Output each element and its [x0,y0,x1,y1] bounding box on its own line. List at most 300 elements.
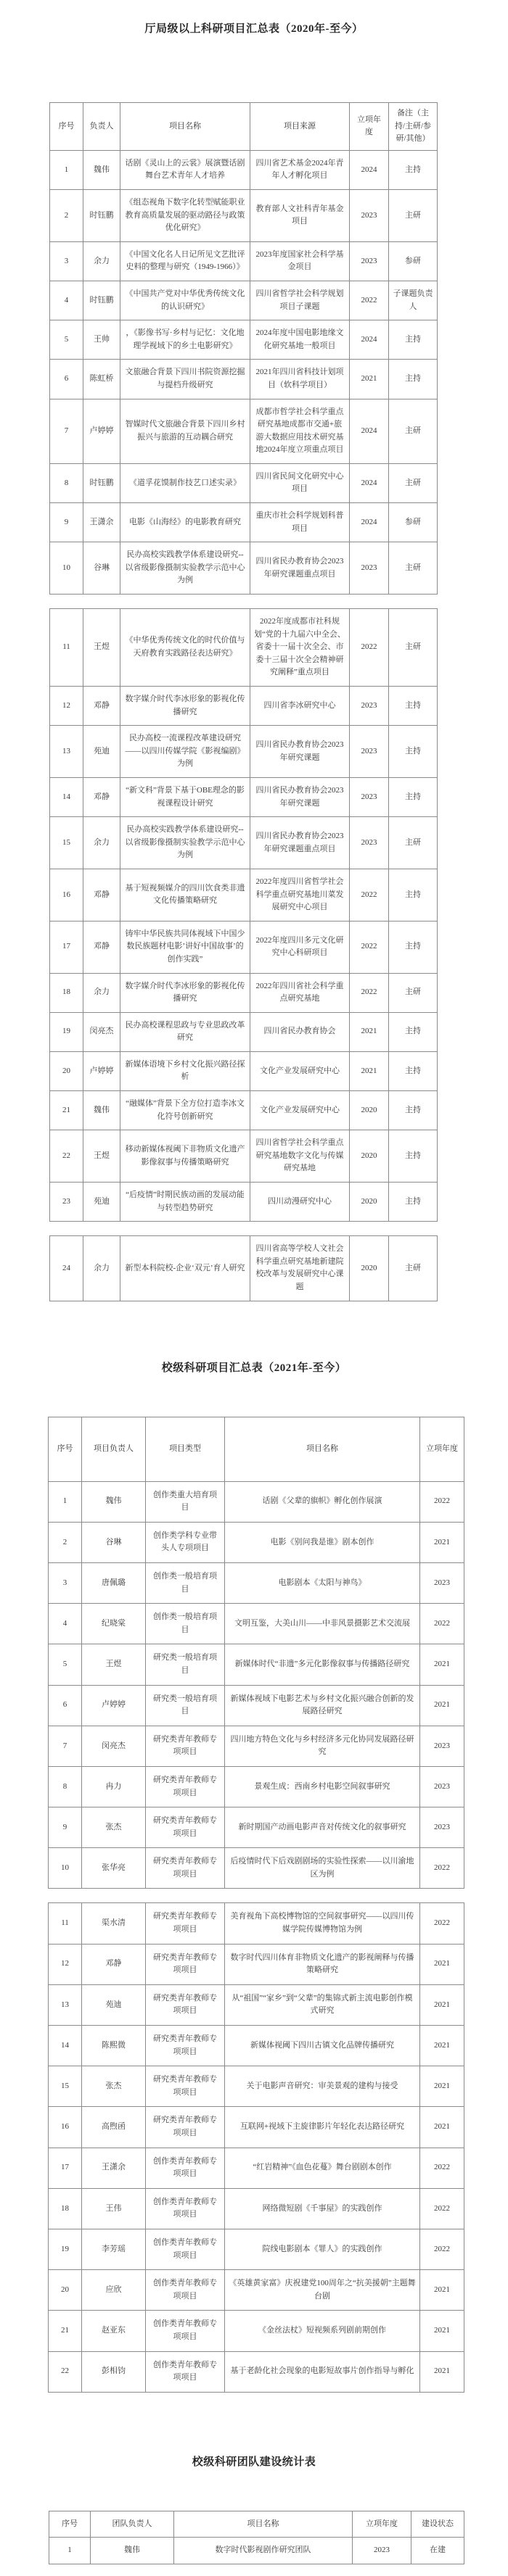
table-cell: 四川省民办教育协会2023年研究课题 [250,777,350,816]
table-cell: 王潇余 [83,503,120,542]
table-segment [49,608,438,1222]
table-cell: 后疫情时代下后戏剧剧场的实验性探索——以川渝地区为例 [225,1848,420,1889]
table-cell: 主持 [389,687,438,726]
table-cell: 《组态视角下数字化转型赋能职业教育高质量发展的驱动路径与政策优化研究》 [120,189,250,241]
table-cell: 2022 [420,2188,464,2229]
table-cell: 主持 [389,1091,438,1130]
table-cell: 重庆市社会科学规划科普项目 [250,503,350,542]
table-cell: 《中国共产党对中华优秀传统文化的认识研究》 [120,281,250,320]
table-cell: 主持 [389,360,438,399]
table-row [50,399,438,463]
table-cell: 《中国文化名人日记所见文艺批评史料的整理与研究（1949-1966）》 [120,241,250,281]
table-cell: 张杰 [82,2066,146,2107]
table-cell: 2023 [350,726,389,778]
table-cell: 2023 [350,542,389,595]
table-cell: 研究类青年教师专项项目 [146,1807,225,1848]
table-cell: 2024 [350,320,389,360]
table-cell: 互联网+视域下主旋律影片年轻化表达路径研究 [225,2107,420,2148]
table-row [49,2311,464,2351]
table-cell: 主持 [389,150,438,189]
table-row [49,1807,464,1848]
table-cell: 2021 [420,1984,464,2025]
table-header-cell: 项目名称 [174,2511,353,2538]
table-cell: 四川省民间文化研究中心项目 [250,463,350,502]
provincial-projects-title: 厅局级以上科研项目汇总表（2020年-至今） [144,23,364,35]
table-cell: 教育部人文社科青年基金项目 [250,189,350,241]
table-cell: 2022年度四川多元文化研究中心科研项目 [250,921,350,973]
table-row [49,1522,464,1562]
table-cell: 16 [49,2107,82,2148]
table-cell: 2022 [350,973,389,1012]
table-cell: 谷琳 [82,1522,146,1562]
table-cell: 魏伟 [82,1481,146,1522]
table-cell: 12 [49,1944,82,1984]
table-cell: 2022 [350,609,389,687]
table-cell: 主持 [389,726,438,778]
table-cell: 四川省艺术基金2024年青年人才孵化项目 [250,150,350,189]
table-cell: 主持 [389,320,438,360]
table-cell: 6 [50,360,83,399]
table-row [49,2026,464,2066]
table-cell: 20 [50,1051,83,1090]
table-cell: 民办高校一流课程改革建设研究——以四川传媒学院《影视编剧》为例 [120,726,250,778]
table-cell: 应欣 [82,2270,146,2311]
table-cell: 彭相钧 [82,2351,146,2392]
table-cell: 2022 [350,281,389,320]
table-cell: 9 [49,1807,82,1848]
table-header-cell: 序号 [50,103,83,151]
table-cell: 主研 [389,189,438,241]
table-cell: 主研 [389,1236,438,1301]
table-cell: 18 [49,2188,82,2229]
table-cell: 15 [49,2066,82,2107]
table-cell: 参研 [389,241,438,281]
table-row [50,817,438,869]
table-header-cell: 项目来源 [250,103,350,151]
table-cell: 主持 [389,921,438,973]
table-cell: 2022 [420,2229,464,2269]
table-row [50,921,438,973]
table-cell: 研究类青年教师专项项目 [146,2066,225,2107]
table-cell: 14 [49,2026,82,2066]
table-cell: 2021 [420,1644,464,1685]
table-row [50,777,438,816]
university-projects-title: 校级科研项目汇总表（2021年-至今） [161,1362,347,1374]
table-cell: 邓静 [83,921,120,973]
table-cell: 邓静 [83,869,120,921]
table-cell: 22 [50,1130,83,1183]
table-row [49,1903,464,1944]
table-header-cell: 立项年度 [353,2511,411,2538]
table-cell: 2023 [350,189,389,241]
table-cell: 院线电影剧本《罪人》的实践创作 [225,2229,420,2269]
table-row [50,503,438,542]
table-cell: 3 [50,241,83,281]
table-cell: 2024 [350,503,389,542]
table-row [49,2538,464,2564]
table-cell: 新媒体视阈下四川古镇文化品牌传播研究 [225,2026,420,2066]
table-cell: 唐佩璐 [82,1562,146,1603]
table-header-row [49,2511,464,2538]
table-cell: 渠水清 [82,1903,146,1944]
table-row [49,1766,464,1807]
table-cell: 数字时代四川体育非物质文化遗产的影视阐释与传播策略研究 [225,1944,420,1984]
table-cell: 基于短视频媒介的四川饮食类非遗文化传播策略研究 [120,869,250,921]
table-row [50,360,438,399]
table-cell: 子课题负责人 [389,281,438,320]
research-teams-table [0,2511,508,2564]
table-row [50,189,438,241]
table-cell: 余力 [83,1236,120,1301]
table-cell: 17 [50,921,83,973]
table-cell: 研究类青年教师专项项目 [146,1903,225,1944]
table-cell: 创作类学科专业带头人专项项目 [146,1522,225,1562]
table-cell: 2021 [420,1522,464,1562]
table-cell: 民办高校实践教学体系建设研究--以省级影像摄制实验教学示范中心为例 [120,542,250,595]
table-header-cell: 建设状态 [411,2511,464,2538]
table-cell: 2023 [353,2538,411,2564]
table-cell: 2022 [350,869,389,921]
table-cell: 美育视角下高校博物馆的空间叙事研究——以四川传媒学院传媒博物馆为例 [225,1903,420,1944]
table-row [49,1685,464,1726]
table-cell: 21 [50,1091,83,1130]
table-row [49,2188,464,2229]
table-cell: 研究类青年教师专项项目 [146,1726,225,1766]
table-row [49,1644,464,1685]
table-header-cell: 序号 [49,1417,82,1481]
table-cell: 2024 [350,463,389,502]
table-cell: 王潇余 [82,2148,146,2188]
table-cell: 研究类一般培育项目 [146,1685,225,1726]
table-cell: 主研 [389,399,438,463]
table-cell: 四川省哲学社会科学重点研究基地数字文化与传媒研究基地 [250,1130,350,1183]
table-cell: 2021 [420,2270,464,2311]
table-cell: 1 [50,150,83,189]
table-segment [48,1417,464,1889]
table-cell: 主持 [389,869,438,921]
table-cell: 四川省高等学校人文社会科学重点研究基地新建院校改革与发展研究中心课题 [250,1236,350,1301]
table-cell: 创作类青年教师专项项目 [146,2148,225,2188]
table-row [49,1726,464,1766]
table-cell: 《金丝法杖》短视频系列剧前期创作 [225,2311,420,2351]
table-cell: 新媒体视域下电影艺术与乡村文化振兴融合创新的发展路径研究 [225,1685,420,1726]
table-cell: 5 [49,1644,82,1685]
table-cell: 四川省民办教育协会2023年研究课题重点项目 [250,542,350,595]
table-cell: 余力 [83,817,120,869]
table-row [49,1984,464,2025]
table-cell: 文旅融合背景下四川书院资源挖掘与提档升级研究 [120,360,250,399]
table-cell: 13 [50,726,83,778]
table-cell: 魏伟 [83,1091,120,1130]
table-cell: 新媒体时代“非遗”多元化影像叙事与传播路径研究 [225,1644,420,1685]
table-cell: 魏伟 [83,150,120,189]
table-cell: 智媒时代文旅融合背景下四川乡村振兴与旅游的互动耦合研究 [120,399,250,463]
table-cell: 四川省哲学社会科学规划项目子课题 [250,281,350,320]
table-cell: 主研 [389,973,438,1012]
table-cell: 20 [49,2270,82,2311]
table-cell: 民办高校课程思政与专业思政改革研究 [120,1012,250,1051]
table-cell: 7 [49,1726,82,1766]
table-cell: 14 [50,777,83,816]
table-cell: 研究类青年教师专项项目 [146,1984,225,2025]
table-row [49,1481,464,1522]
table-header-cell: 项目名称 [225,1417,420,1481]
table-cell: 在建 [411,2538,464,2564]
table-cell: 主研 [389,817,438,869]
table-cell: 新时期国产动画电影声音对传统文化的叙事研究 [225,1807,420,1848]
table-cell: 时钰鹏 [83,281,120,320]
table-row [50,973,438,1012]
table-cell: 邓静 [83,687,120,726]
table-cell: 4 [50,281,83,320]
table-row [50,869,438,921]
provincial-projects-table [0,102,508,1301]
table-cell: 余力 [83,241,120,281]
table-cell: 11 [49,1903,82,1944]
table-cell: 2022 [420,1848,464,1889]
table-segment [48,1902,464,2392]
table-cell: 创作类青年教师专项项目 [146,2229,225,2269]
table-row [50,542,438,595]
table-cell: 《英雄黄家富》庆祝建党100周年之“抗美援朝”主题舞台剧 [225,2270,420,2311]
table-cell: 话剧《灵山上的云裳》展演暨话剧舞台艺术青年人才培养 [120,150,250,189]
table-cell: 2022 [420,1604,464,1644]
table-row [50,726,438,778]
table-cell: 研究类一般培育项目 [146,1644,225,1685]
table-cell: 6 [49,1685,82,1726]
table-cell: 9 [50,503,83,542]
table-cell: 2021 [420,2026,464,2066]
table-cell: 创作类一般培育项目 [146,1604,225,1644]
table-cell: 民办高校实践教学体系建设研究--以省级影像摄制实验教学示范中心为例 [120,817,250,869]
table-cell: 数字时代影视剧作研究团队 [174,2538,353,2564]
table-cell: 景观生成：西南乡村电影空间叙事研究 [225,1766,420,1807]
table-cell: “红岩精神”《血色花蔓》舞台剧剧本创作 [225,2148,420,2188]
table-cell: 创作类一般培育项目 [146,1562,225,1603]
table-cell: 张华亮 [82,1848,146,1889]
table-cell: 创作类青年教师专项项目 [146,2270,225,2311]
table-cell: 2021年四川省科技计划项目（软科学项目） [250,360,350,399]
table-cell: 22 [49,2351,82,2392]
table-segment [49,1235,438,1301]
table-cell: 2023 [350,687,389,726]
table-cell: 卢婷婷 [83,399,120,463]
table-cell: 创作类青年教师专项项目 [146,2351,225,2392]
table-row [49,1944,464,1984]
table-cell: 电影《别问我是谁》剧本创作 [225,1522,420,1562]
table-cell: 2020 [350,1091,389,1130]
table-cell: 谷琳 [83,542,120,595]
table-row [49,2351,464,2392]
table-row [50,687,438,726]
table-cell: 时钰鹏 [83,189,120,241]
table-cell: 2022年度四川省哲学社会科学重点研究基地川菜发展研究中心项目 [250,869,350,921]
table-header-cell: 立项年度 [420,1417,464,1481]
table-header-cell: 项目负责人 [82,1417,146,1481]
table-cell: 文明互鉴，大美山川——中非风景摄影艺术交流展 [225,1604,420,1644]
table-cell: 铸牢中华民族共同体视域下中国少数民族题材电影’讲好中国故事’的创作实践” [120,921,250,973]
table-cell: 移动新媒体视阈下非物质文化遗产影像叙事与传播策略研究 [120,1130,250,1183]
table-cell: 张杰 [82,1807,146,1848]
table-cell: 主持 [389,1012,438,1051]
table-header-cell: 团队负责人 [91,2511,174,2538]
table-cell: 纪晓棠 [82,1604,146,1644]
table-cell: 2023 [420,1807,464,1848]
table-cell: 10 [50,542,83,595]
table-header-cell: 序号 [49,2511,91,2538]
table-cell: 3 [49,1562,82,1603]
table-row [49,2229,464,2269]
table-cell: 李芳瑶 [82,2229,146,2269]
section-university-projects [0,1361,508,2393]
table-cell: 2023 [420,1766,464,1807]
table-cell: 闵亮杰 [83,1012,120,1051]
table-cell: 18 [50,973,83,1012]
table-cell: 苑迪 [83,1183,120,1222]
table-cell: 2023 [420,1726,464,1766]
table-cell: 主持 [389,1130,438,1183]
table-cell: 陈虹桥 [83,360,120,399]
table-cell: 2024年度中国电影地缘文化研究基地一般项目 [250,320,350,360]
table-header-row [49,1417,464,1481]
table-row [50,463,438,502]
table-cell: 2024 [350,150,389,189]
table-cell: 2022 [420,1481,464,1522]
table-cell: 主研 [389,542,438,595]
table-cell: 苑迪 [82,1984,146,2025]
table-cell: 17 [49,2148,82,2188]
table-cell: 24 [50,1236,83,1301]
table-cell: 16 [50,869,83,921]
table-cell: 数字媒介时代李冰形象的影视化传播研究 [120,687,250,726]
table-header-row [50,103,438,151]
table-cell: 高煦函 [82,2107,146,2148]
table-cell: 23 [50,1183,83,1222]
table-cell: 从“祖国”“家乡”到“父辈”的集锦式新主流电影创作模式研究 [225,1984,420,2025]
table-cell: 1 [49,2538,91,2564]
table-cell: 余力 [83,973,120,1012]
table-row [50,1130,438,1183]
table-row [50,281,438,320]
table-cell: 研究类青年教师专项项目 [146,2107,225,2148]
table-cell: 2021 [350,1012,389,1051]
table-cell: 2023 [350,817,389,869]
table-header-cell: 负责人 [83,103,120,151]
table-row [50,320,438,360]
table-row [50,1012,438,1051]
table-cell: 四川省李冰研究中心 [250,687,350,726]
table-cell: 文化产业发展研究中心 [250,1091,350,1130]
table-cell: 2020 [350,1236,389,1301]
table-cell: 关于电影声音研究：审美景观的建构与接受 [225,2066,420,2107]
table-cell: 魏伟 [91,2538,174,2564]
table-cell: 2022 [420,1903,464,1944]
table-cell: 研究类青年教师专项项目 [146,2026,225,2066]
table-cell: 2022 [350,921,389,973]
table-cell: 2021 [420,1685,464,1726]
table-cell: 四川动漫研究中心 [250,1183,350,1222]
table-cell: 2020 [350,1130,389,1183]
table-cell: 8 [49,1766,82,1807]
table-cell: 成都市哲学社会科学重点研究基地成都市交通+旅游大数据应用技术研究基地2024年度立项重点项目 [250,399,350,463]
table-cell: 创作类重大培育项目 [146,1481,225,1522]
table-cell: 主持 [389,777,438,816]
table-cell: 2023 [350,777,389,816]
table-cell: 1 [49,1481,82,1522]
table-cell: 主持 [389,1051,438,1090]
table-cell: 创作类青年教师专项项目 [146,2188,225,2229]
table-cell: 新型本科院校-企业‘双元’育人研究 [120,1236,250,1301]
table-cell: 19 [50,1012,83,1051]
table-cell: 时钰鹏 [83,463,120,502]
table-cell: 研究类青年教师专项项目 [146,1848,225,1889]
table-cell: 王煜 [83,1130,120,1183]
table-cell: 邓静 [82,1944,146,1984]
table-cell: 15 [50,817,83,869]
table-cell: 2024 [350,399,389,463]
table-cell: 陈熙微 [82,2026,146,2066]
table-cell: 文化产业发展研究中心 [250,1051,350,1090]
table-header-cell: 项目类型 [146,1417,225,1481]
table-cell: 13 [49,1984,82,2025]
table-cell: “新文科”背景下基于OBE理念的影视课程设计研究 [120,777,250,816]
table-cell: 王帅 [83,320,120,360]
table-cell: 2020 [350,1183,389,1222]
table-row [49,1604,464,1644]
table-cell: 2 [49,1522,82,1562]
table-cell: 《中华优秀传统文化的时代价值与天府教育实践路径表达研究》 [120,609,250,687]
table-cell: ，《影像书写·乡村与记忆：文化地理学视域下的乡土电影研究》 [120,320,250,360]
table-cell: 基于老龄化社会现象的电影短故事片创作指导与孵化 [225,2351,420,2392]
table-header-cell: 立项年度 [350,103,389,151]
table-row [49,2066,464,2107]
table-cell: 四川省民办教育协会 [250,1012,350,1051]
table-cell: 2021 [350,360,389,399]
table-cell: “融媒体”背景下全方位打造李冰文化符号创新研究 [120,1091,250,1130]
table-row [49,2107,464,2148]
table-cell: 2023 [350,241,389,281]
table-header-cell: 备注（主持/主研/参研/其他） [389,103,438,151]
university-projects-table [0,1417,508,2393]
table-header-cell: 项目名称 [120,103,250,151]
table-cell: 2022年度成都市社科规划“党的十九届六中全会、省委十一届十次全会、市委十三届十次全会精神研究阐释”重点项目 [250,609,350,687]
table-row [50,150,438,189]
table-cell: 卢婷婷 [82,1685,146,1726]
table-cell: 主研 [389,463,438,502]
table-row [50,241,438,281]
table-cell: 话剧《父辈的旗帜》孵化创作展演 [225,1481,420,1522]
table-row [50,1183,438,1222]
table-cell: 10 [49,1848,82,1889]
table-cell: 19 [49,2229,82,2269]
table-cell: 研究类青年教师专项项目 [146,1944,225,1984]
table-cell: 2023 [420,1562,464,1603]
table-cell: 四川地方特色文化与乡村经济多元化协同发展路径研究 [225,1726,420,1766]
table-row [49,1562,464,1603]
table-cell: 电影剧本《太阳与神鸟》 [225,1562,420,1603]
table-cell: 新媒体语境下乡村文化振兴路径探析 [120,1051,250,1090]
table-cell: 闵亮杰 [82,1726,146,1766]
table-cell: 21 [49,2311,82,2351]
table-cell: 2021 [420,2107,464,2148]
table-cell: 数字媒介时代李冰形象的影视化传播研究 [120,973,250,1012]
table-cell: 赵亚东 [82,2311,146,2351]
table-cell: 王伟 [82,2188,146,2229]
research-teams-title: 校级科研团队建设统计表 [192,2456,316,2468]
table-cell: 主研 [389,609,438,687]
table-cell: 4 [49,1604,82,1644]
table-cell: 2023年度国家社会科学基金项目 [250,241,350,281]
